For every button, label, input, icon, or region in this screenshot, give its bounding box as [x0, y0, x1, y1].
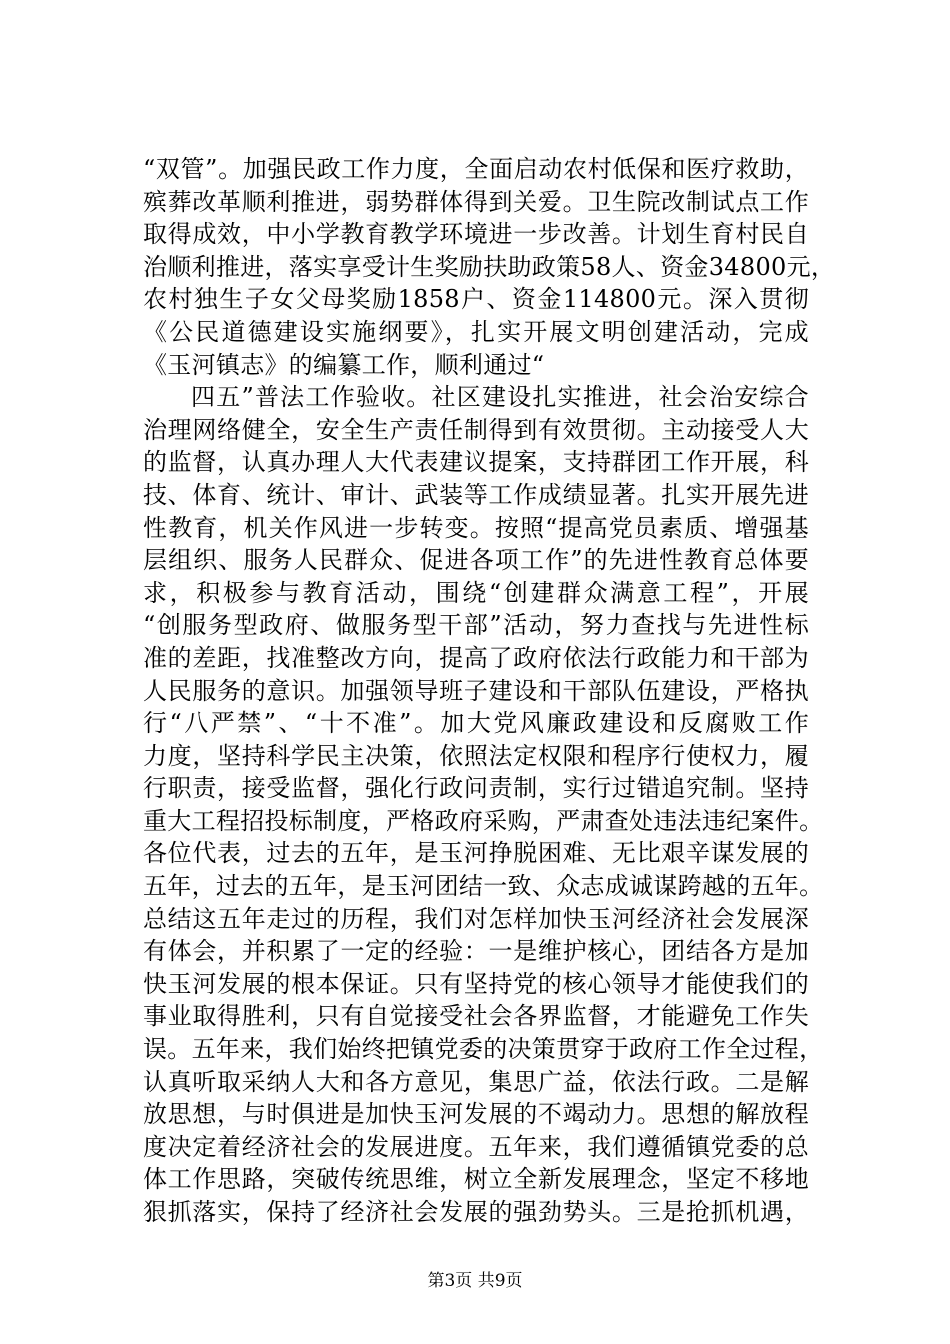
text-line: 农村独生子女父母奖励1858户、资金114800元。深入贯彻 [143, 285, 809, 314]
text-line: 认真听取采纳人大和各方意见，集思广益，依法行政。二是解 [143, 1067, 809, 1096]
text-line: 各位代表，过去的五年，是玉河挣脱困难、无比艰辛谋发展的 [143, 839, 809, 868]
body-text [143, 153, 836, 1229]
text-line: 性教育，机关作风进一步转变。按照“提高党员素质、增强基 [143, 513, 809, 542]
text-line: 《公民道德建设实施纲要》，扎实开展文明创建活动，完成 [143, 317, 809, 346]
page-number-footer: 第3页 共9页 [427, 1271, 523, 1291]
text-line: “双管”。加强民政工作力度，全面启动农村低保和医疗救助， [143, 155, 809, 183]
text-line: 事业取得胜利，只有自觉接受社会各界监督，才能避免工作失 [143, 1002, 809, 1031]
text-line: 快玉河发展的根本保证。只有坚持党的核心领导才能使我们的 [143, 969, 809, 998]
text-line: 放思想，与时俱进是加快玉河发展的不竭动力。思想的解放程 [143, 1100, 809, 1129]
text-line: 力度，坚持科学民主决策，依照法定权限和程序行使权力，履 [143, 741, 809, 770]
text-line: 体工作思路，突破传统思维，树立全新发展理念，坚定不移地 [143, 1165, 809, 1194]
text-line: 重大工程招投标制度，严格政府采购，严肃查处违法违纪案件。 [143, 806, 824, 835]
text-line: 有体会，并积累了一定的经验：一是维护核心，团结各方是加 [143, 937, 809, 966]
text-line: 治理网络健全，安全生产责任制得到有效贯彻。主动接受人大 [143, 415, 809, 444]
text-line: 取得成效，中小学教育教学环境进一步改善。计划生育村民自 [143, 220, 809, 249]
text-line: 的监督，认真办理人大代表建议提案，支持群团工作开展，科 [143, 448, 809, 477]
text-line: 技、体育、统计、审计、武装等工作成绩显著。扎实开展先进 [143, 480, 809, 509]
text-line: 误。五年来，我们始终把镇党委的决策贯穿于政府工作全过程， [143, 1035, 824, 1064]
text-line: 度决定着经济社会的发展进度。五年来，我们遵循镇党委的总 [143, 1132, 809, 1161]
text-line: 狠抓落实，保持了经济社会发展的强劲势头。三是抢抓机遇， [143, 1198, 809, 1226]
text-line: 人民服务的意识。加强领导班子建设和干部队伍建设，严格执 [143, 676, 809, 705]
text-line: 五年，过去的五年，是玉河团结一致、众志成诚谋跨越的五年。 [143, 872, 824, 901]
text-line: 行“八严禁”、“十不准”。加大党风廉政建设和反腐败工作 [143, 709, 809, 738]
text-line: 求，积极参与教育活动，围绕“创建群众满意工程”，开展 [143, 578, 809, 607]
text-line: 《玉河镇志》的编纂工作，顺利通过“ [143, 350, 545, 379]
text-line: 准的差距，找准整改方向，提高了政府依法行政能力和干部为 [143, 643, 809, 672]
text-line: “创服务型政府、做服务型干部”活动，努力查找与先进性标 [143, 611, 809, 640]
text-line: 治顺利推进，落实享受计生奖励扶助政策58人、资金34800元， [143, 252, 836, 281]
text-line: 行职责，接受监督，强化行政问责制，实行过错追究制。坚持 [143, 774, 809, 803]
text-line: 总结这五年走过的历程，我们对怎样加快玉河经济社会发展深 [143, 904, 809, 933]
text-line: 殡葬改革顺利推进，弱势群体得到关爱。卫生院改制试点工作 [143, 187, 809, 216]
text-line: 层组织、服务人民群众、促进各项工作”的先进性教育总体要 [143, 546, 809, 575]
text-line: 四五”普法工作验收。社区建设扎实推进，社会治安综合 [191, 383, 809, 412]
